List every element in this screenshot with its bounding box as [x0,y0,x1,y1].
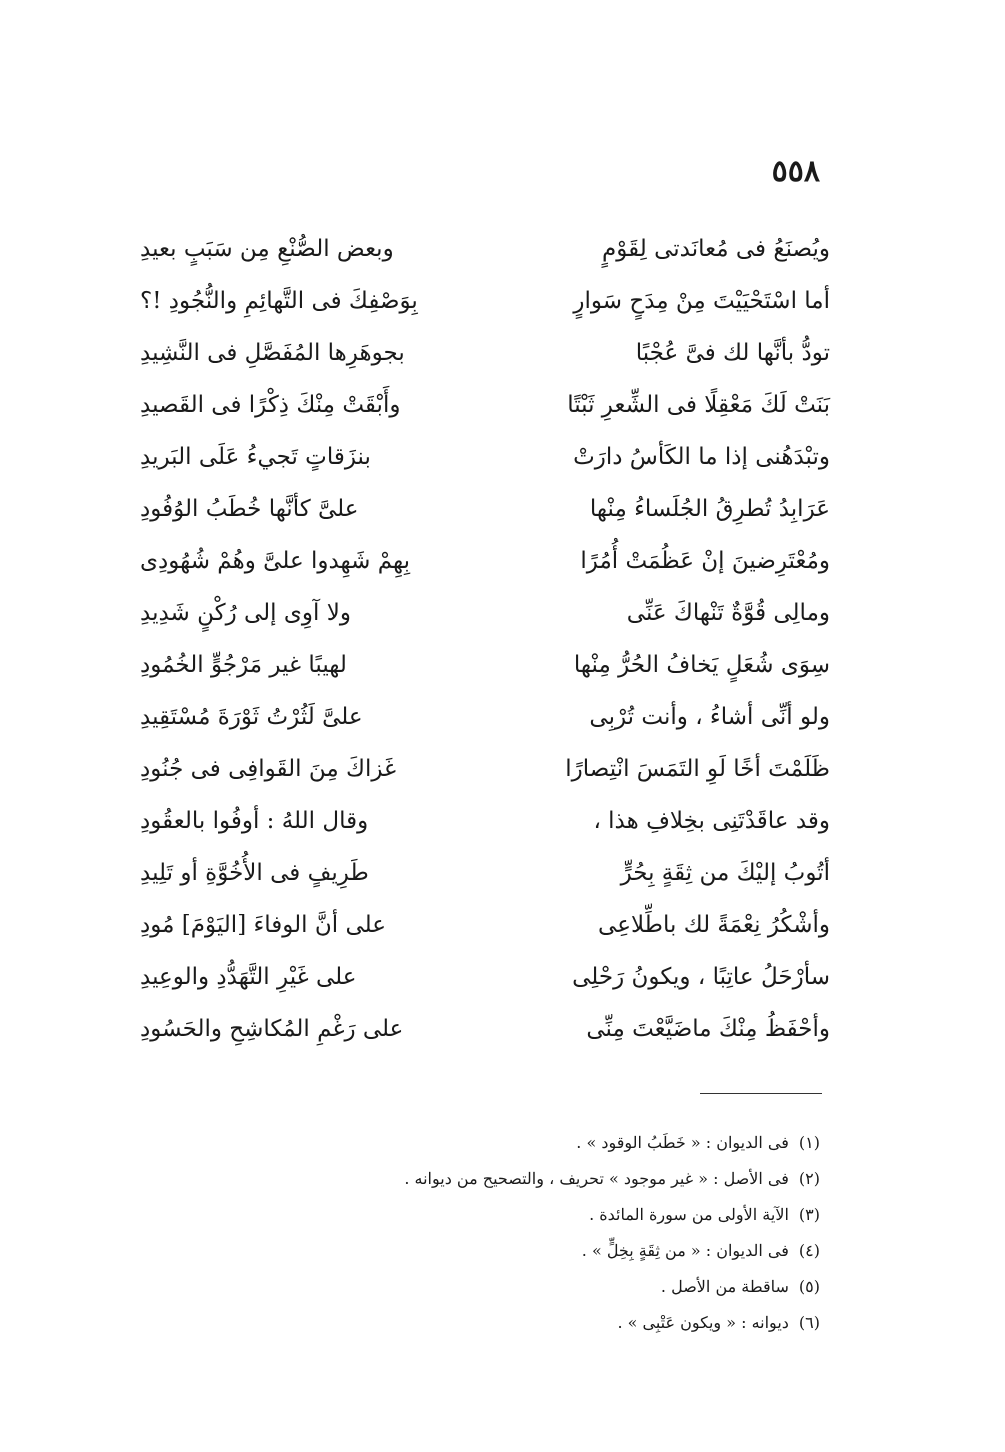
footnote-divider [700,1093,822,1094]
verse-5 [140,432,830,484]
footnote-4 [300,1233,820,1269]
hemistich-first: أما اسْتَحْيَيْتَ مِنْ مِدَحٍ سَوارٍ [573,288,830,315]
hemistich-second: غَزاكَ مِنَ القَوافِى فى جُنُودِ [140,756,397,783]
footnote-text: فى الأصل : « غير موجود » تحريف ، والتصحيح من ديوانه . [404,1169,789,1188]
footnote-5 [300,1269,820,1305]
verse-15 [140,952,830,1004]
verse-4 [140,380,830,432]
hemistich-first: ويُصنَعُ فى مُعانَدتى لِقَوْمٍ [602,236,830,263]
hemistich-second: ولا آوِى إلى رُكْنٍ شَدِيدِ [140,600,351,627]
poem [140,224,830,1056]
footnote-text: ديوانه : « ويكون عَتْبِى » . [617,1313,789,1332]
verse-6 [140,484,830,536]
hemistich-second: على غَيْرِ التَّهَدُّدِ والوعِيدِ [140,964,357,991]
hemistich-first: بَنَتْ لَكَ مَعْقِلًا فى الشِّعرِ ثَبْتًا [567,392,830,419]
hemistich-second: وأَبْقَتْ مِنْكَ ذِكْرًا فى القَصيدِ [140,392,401,419]
hemistich-second: علىَّ لَثُرْتُ ثَوْرَةَ مُسْتَقِيدِ [140,704,363,731]
hemistich-first: وقد عاقَدْتَنِى بخِلافِ هذا ، [593,808,830,835]
hemistich-first: سأرْحَلُ عاتِبًا ، ويكونُ رَحْلِى [572,964,830,991]
hemistich-first: عَرَابِدُ تُطرِقُ الجُلَساءُ مِنْها [589,496,830,523]
hemistich-first: سِوَى شُعَلٍ يَخافُ الحُرُّ مِنْها [573,652,830,679]
verse-3 [140,328,830,380]
footnote-text: الآية الأولى من سورة المائدة . [589,1205,789,1224]
hemistich-second: بجوهَرِها المُفَصَّلِ فى النَّشِيدِ [140,340,405,367]
verse-10 [140,692,830,744]
hemistich-second: علىَّ كأنَّها خُطَبُ الوُفُودِ [140,496,359,523]
hemistich-first: تودُّ بأنَّها لك فىَّ عُجْبًا [635,340,830,367]
footnote-3 [300,1197,820,1233]
footnote-text: فى الديوان : « من ثِقَةٍ بِخِلٍّ » . [581,1241,789,1260]
footnote-2 [300,1161,820,1197]
verse-9 [140,640,830,692]
verse-7 [140,536,830,588]
verse-1 [140,224,830,276]
verse-12 [140,796,830,848]
verse-16 [140,1004,830,1056]
footnote-number: (٣) [798,1205,820,1224]
hemistich-second: على أنَّ الوفاءَ [اليَوْمَ] مُودِ [140,912,386,939]
verse-13 [140,848,830,900]
hemistich-second: بنزَقاتٍ تَجيءُ عَلَى البَريدِ [140,444,371,471]
verse-8 [140,588,830,640]
page-number: ٥٥٨ [771,154,820,189]
hemistich-second: على رَغْمِ المُكاشِحِ والحَسُودِ [140,1016,404,1043]
footnote-text: ساقطة من الأصل . [660,1277,789,1296]
hemistich-first: أتُوبُ إليْكَ من ثِقَةٍ بِحُرٍّ [620,860,830,887]
footnote-number: (٥) [798,1277,820,1296]
footnote-1 [300,1125,820,1161]
hemistich-second: بِهِمْ شَهِدوا علىَّ وهُمْ شُهُودِى [140,548,411,575]
footnote-6 [300,1305,820,1341]
verse-14 [140,900,830,952]
hemistich-second: بِوَصْفِكَ فى التَّهائِمِ والنُّجُودِ !؟ [140,288,418,315]
footnote-text: فى الديوان : « خَطَبُ الوقود » . [576,1133,789,1152]
hemistich-first: ولو أنِّى أشاءُ ، وأنت تُرْبِى [589,704,830,731]
hemistich-second: طَرِيفٍ فى الأُخُوَّةِ أو تَلِيدِ [140,860,369,887]
hemistich-first: وتبْدَهُنى إذا ما الكَأسُ دارَتْ [573,444,830,471]
footnote-number: (٤) [798,1241,820,1260]
hemistich-second: لهيبًا غير مَرْجُوٍّ الخُمُودِ [140,652,347,679]
footnote-number: (٦) [798,1313,820,1332]
verse-2 [140,276,830,328]
hemistich-first: ظَلَمْتَ أخًا لَوِ التَمَسَ انْتِصارًا [565,756,830,783]
hemistich-first: ومُعْتَرِضينَ إنْ عَظُمَتْ أُمُرًا [580,548,830,575]
hemistich-first: وأشْكُرُ نِعْمَةً لك باطِّلاعِى [598,912,830,939]
hemistich-second: وبعض الصُّنْعِ مِن سَبَبٍ بعيدِ [140,236,394,263]
hemistich-first: وأحْفَظُ مِنْكَ ماضَيَّعْتَ مِنِّى [586,1016,830,1043]
hemistich-second: وقال اللهُ : أوفُوا بالعقُودِ [140,808,369,835]
verse-11 [140,744,830,796]
hemistich-first: ومالِى قُوَّةٌ تَنْهاكَ عَنِّى [626,600,830,627]
footnote-number: (٢) [798,1169,820,1188]
footnotes [300,1125,820,1341]
footnote-number: (١) [798,1133,820,1152]
